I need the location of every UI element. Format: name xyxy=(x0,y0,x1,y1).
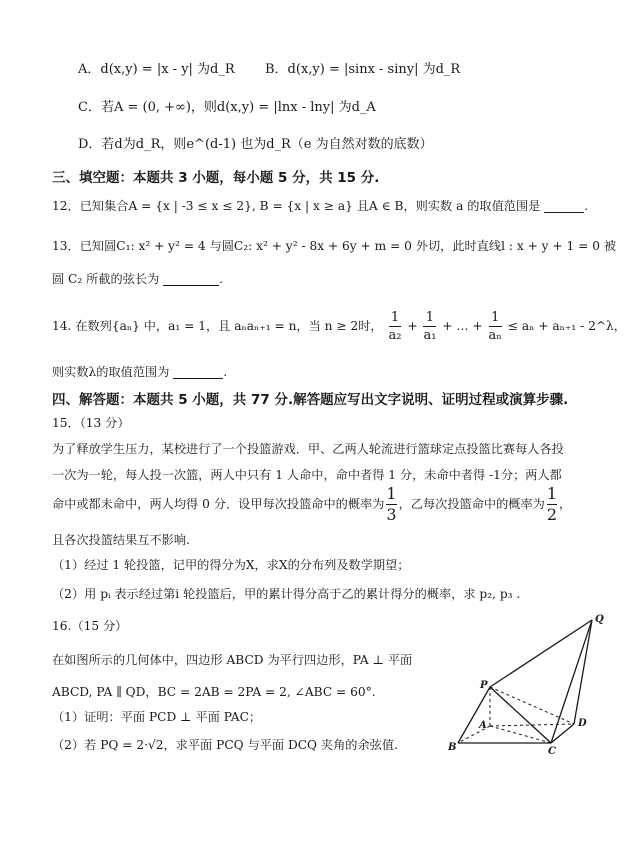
answer-blank xyxy=(163,273,219,286)
option-a: A．d(x,y) = |x - y| 为d_R xyxy=(78,62,235,77)
label-b: B xyxy=(448,742,457,753)
edge-qd xyxy=(574,620,592,724)
fraction: $\frac{1}{2}$ xyxy=(546,484,558,524)
question-15-sub2: （2）用 pᵢ 表示经过第i 轮投篮后，甲的累计得分高于乙的累计得分的概率，求 p₂, p₃ . xyxy=(52,587,521,601)
answer-blank xyxy=(544,200,584,213)
question-14-line1: 14. 在数列{aₙ} 中，a₁ = 1，且 aₙaₙ₊₁ = n，当 n ≥ 2时， $\frac{1}{\text{a₂}}$ + $\frac{1}{\text{a₁}}$ + … + $\frac{1}{\text{aₙ}}$ ≤ aₙ + aₙ₊₁ - 2^λ， xyxy=(52,310,626,343)
question-16-para1: 在如图所示的几何体中，四边形 ABCD 为平行四边形，PA ⊥ 平面 xyxy=(52,653,413,667)
option-c: C．若A = (0, +∞)，则d(x,y) = |lnx - lny| 为d_A xyxy=(78,100,376,115)
question-14-text-c: ≤ aₙ + aₙ₊₁ - 2^λ， xyxy=(507,319,626,333)
question-16-sub1: （1）证明：平面 PCD ⊥ 平面 PAC； xyxy=(52,710,262,724)
question-15-sub1: （1）经过 1 轮投篮，记甲的得分为X，求X的分布列及数学期望； xyxy=(52,558,410,572)
geometry-figure xyxy=(440,610,610,760)
question-15-para3 xyxy=(52,486,571,523)
question-12: 12．已知集合A = {x | -3 ≤ x ≤ 2}, B = {x | x ≥ a} 且A ∈ B，则实数 a 的取值范围是 . xyxy=(52,199,589,213)
question-14-text-a: 14. 在数列{aₙ} 中，a₁ = 1，且 aₙaₙ₊₁ = n，当 n ≥ 2时， xyxy=(52,319,383,333)
option-b: B．d(x,y) = |sinx - siny| 为d_R xyxy=(265,62,461,77)
question-15-header: 15．（13 分） xyxy=(52,416,130,430)
label-a: A xyxy=(479,720,487,731)
question-13-line2: 圆 C₂ 所截的弦长为 . xyxy=(52,272,224,286)
question-15-para2: 一次为一轮，每人投一次篮，两人中只有 1 人命中，命中者得 1 分，未命中者得 -1分；两人都 xyxy=(52,468,562,482)
question-16-para2: ABCD, PA ∥ QD，BC = 2AB = 2PA = 2, ∠ABC = 60°. xyxy=(52,685,376,699)
fraction: $\frac{1}{\text{aₙ}}$ xyxy=(488,310,502,343)
label-q: Q xyxy=(595,614,604,625)
question-13-line1: 13．已知圆C₁: x² + y² = 4 与圆C₂: x² + y² - 8x + 6y + m = 0 外切，此时直线l : x + y + 1 = 0 被 xyxy=(52,239,617,253)
question-14-line2: 则实数λ的取值范围为 . xyxy=(52,365,228,379)
section-heading-fill-in: 三、填空题：本题共 3 小题，每小题 5 分，共 15 分. xyxy=(52,170,380,186)
edge-pd xyxy=(490,687,574,724)
question-14-text-d: 则实数λ的取值范围为 xyxy=(52,365,170,379)
option-d: D．若d为d_R，则e^(d-1) 也为d_R（e 为自然对数的底数） xyxy=(78,137,433,152)
section-heading-solution: 四、解答题：本题共 5 小题，共 77 分.解答题应写出文字说明、证明过程或演算步骤. xyxy=(52,392,569,408)
question-13-text: 圆 C₂ 所截的弦长为 xyxy=(52,272,160,286)
question-12-text: 12．已知集合A = {x | -3 ≤ x ≤ 2}, B = {x | x ≥ a} 且A ∈ B，则实数 a 的取值范围是 xyxy=(52,199,541,213)
fraction: $\frac{1}{3}$ xyxy=(386,484,397,524)
question-16-sub2: （2）若 PQ = 2·√2，求平面 PCQ 与平面 DCQ 夹角的余弦值. xyxy=(52,738,398,752)
question-15-text-c: ， xyxy=(559,497,572,511)
question-16-header: 16.（15 分） xyxy=(52,619,128,633)
fraction: $\frac{1}{\text{a₂}}$ xyxy=(388,310,402,343)
answer-blank xyxy=(173,366,223,379)
label-c: C xyxy=(548,746,556,757)
question-14-text-b: + … + xyxy=(442,319,483,333)
question-15-text-a: 命中或都未命中，两人均得 0 分．设甲每次投篮命中的概率为 xyxy=(52,497,385,511)
question-15-para1: 为了释放学生压力，某校进行了一个投篮游戏．甲、乙两人轮流进行篮球定点投篮比赛每人各投 xyxy=(52,442,564,456)
fraction: $\frac{1}{\text{a₁}}$ xyxy=(423,310,437,343)
question-15-para4: 且各次投篮结果互不影响. xyxy=(52,533,190,547)
label-d: D xyxy=(578,718,587,729)
edge-pq xyxy=(490,620,592,687)
question-15-text-b: ，乙每次投篮命中的概率为 xyxy=(398,497,545,511)
label-p: P xyxy=(480,680,488,691)
